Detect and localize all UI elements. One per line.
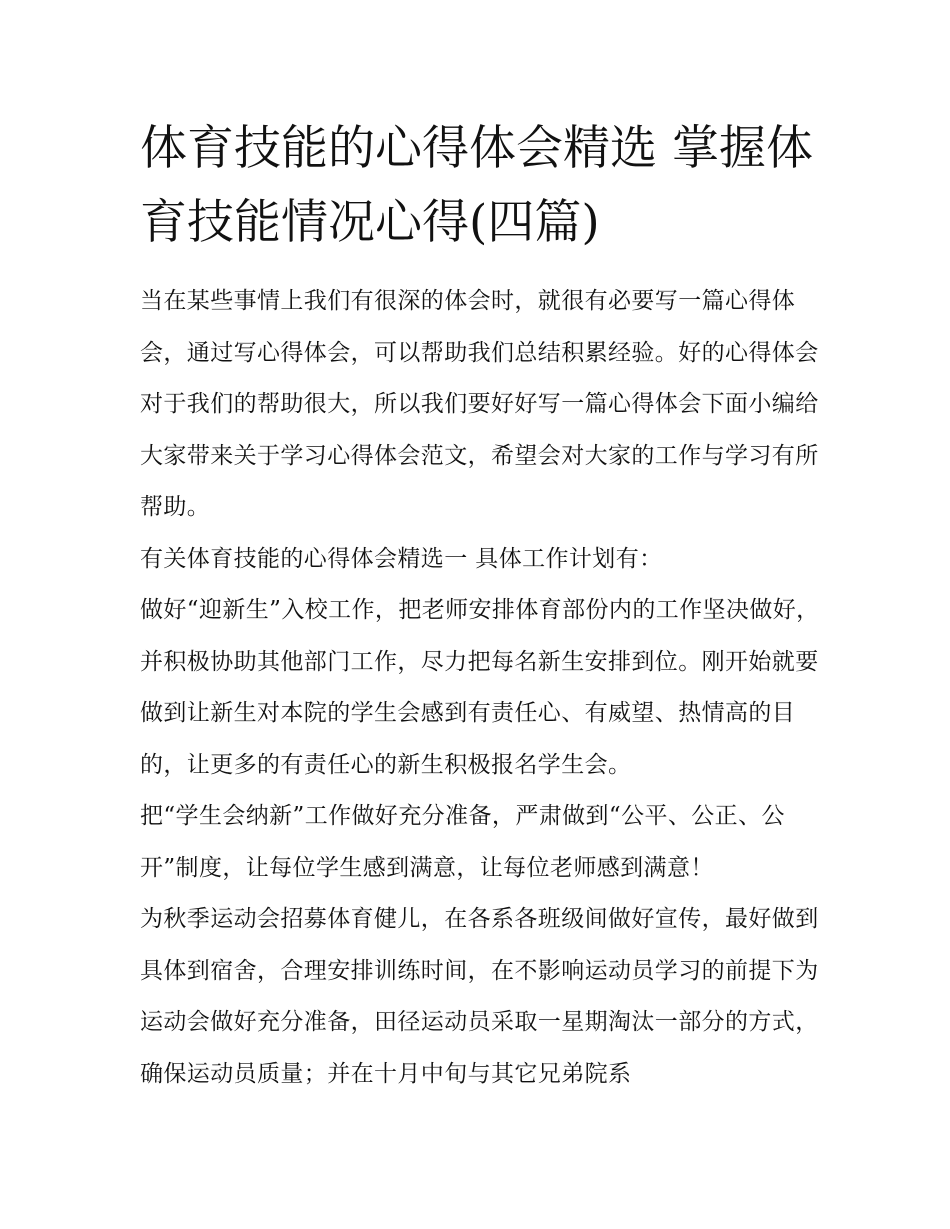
paragraph-section-heading: 有关体育技能的心得体会精选一 具体工作计划有： xyxy=(140,545,663,572)
document-body xyxy=(140,276,820,1100)
paragraph-intro: 当在某些事情上我们有很深的体会时，就很有必要写一篇心得体会，通过写心得体会，可以帮助我们总结积累经验。好的心得体会对于我们的帮助很大，所以我们要好好写一篇心得体会下面小编给大家带来关于学习心得体会范文，希望会对大家的工作与学习有所帮助。 xyxy=(140,288,819,520)
paragraph-recruitment: 把“学生会纳新”工作做好充分准备，严肃做到“公平、公正、公开”制度，让每位学生感到满意，让每位老师感到满意！ xyxy=(140,803,785,881)
paragraph-sports-meet: 为秋季运动会招募体育健儿，在各系各班级间做好宣传，最好做到具体到宿舍，合理安排训练时间，在不影响运动员学习的前提下为运动会做好充分准备，田径运动员采取一星期淘汰一部分的方式，确保运动员质量；并在十月中旬与其它兄弟院系 xyxy=(140,906,819,1087)
paragraph-welcome-freshmen: 做好“迎新生”入校工作，把老师安排体育部份内的工作坚决做好，并积极协助其他部门工作，尽力把每名新生安排到位。刚开始就要做到让新生对本院的学生会感到有责任心、有威望、热情高的目的，让更多的有责任心的新生积极报名学生会。 xyxy=(140,597,820,778)
document-title: 体育技能的心得体会精选 掌握体育技能情况心得(四篇) xyxy=(140,121,813,250)
